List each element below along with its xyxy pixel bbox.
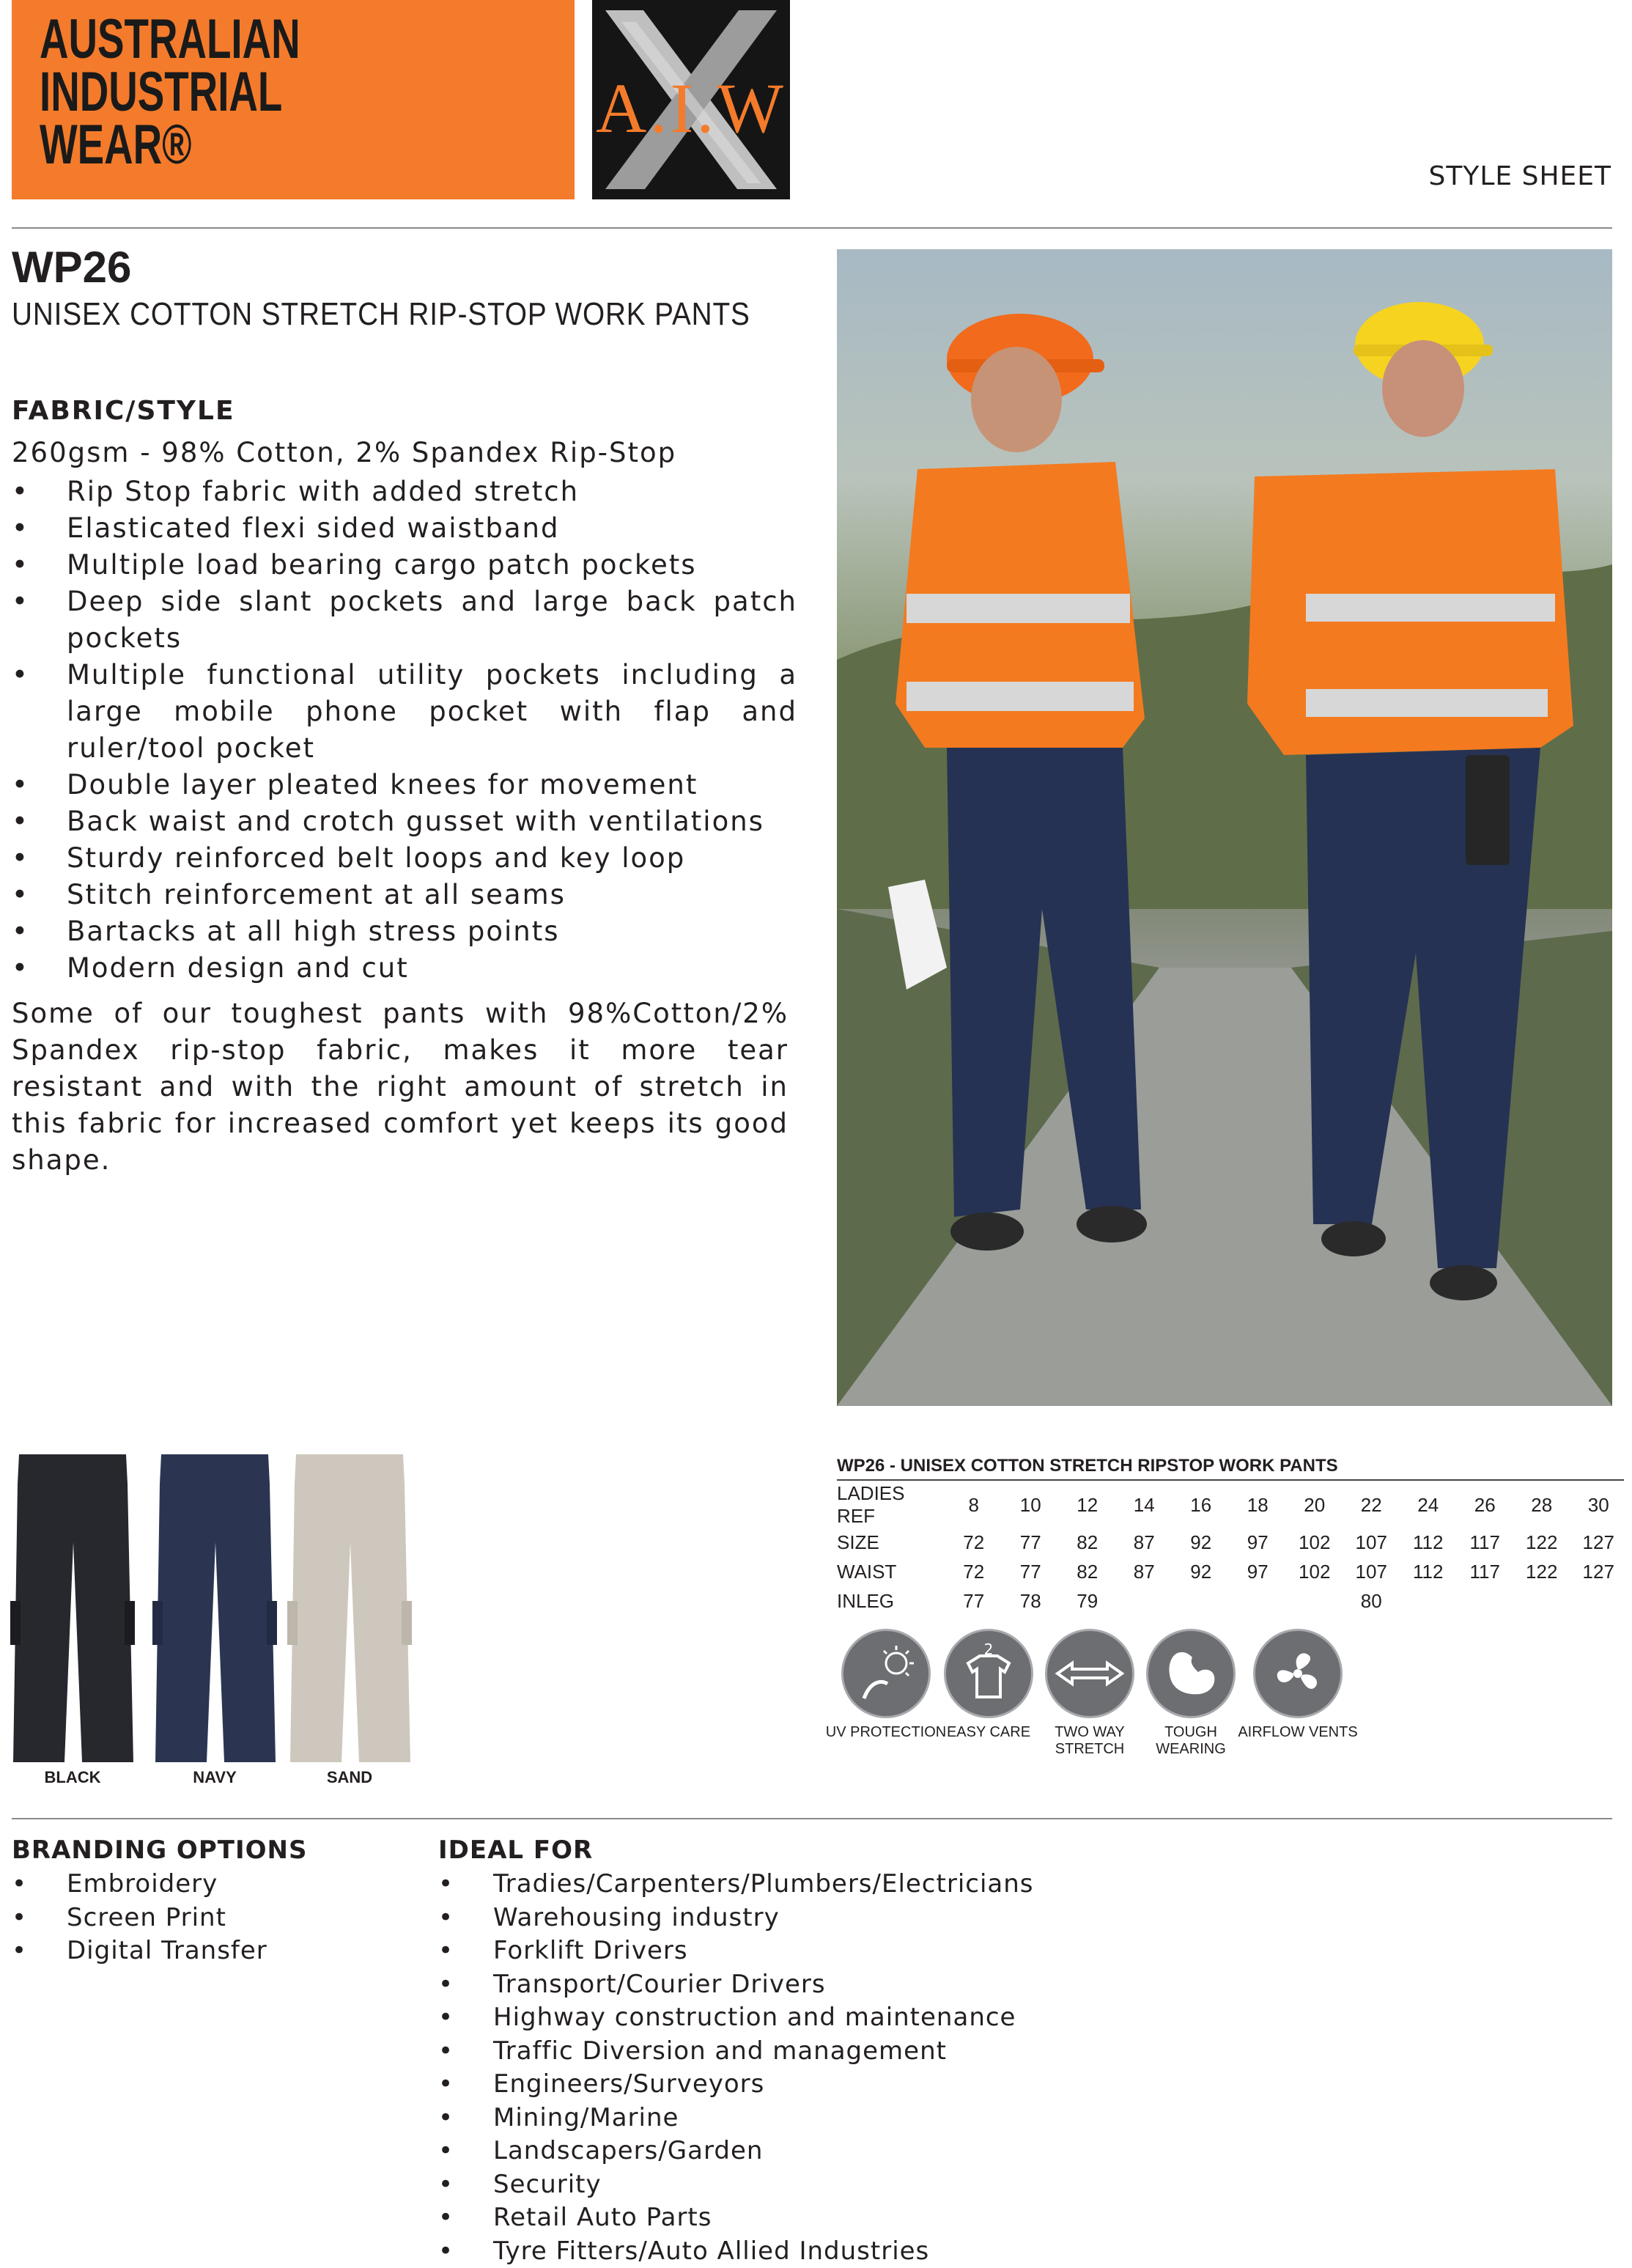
size-cell: 102 — [1286, 1528, 1343, 1557]
size-cell: 72 — [945, 1528, 1003, 1557]
uv-protection-icon — [841, 1629, 931, 1718]
size-cell: 87 — [1116, 1528, 1173, 1557]
size-cell: 20 — [1286, 1482, 1343, 1528]
colour-label: SAND — [287, 1768, 412, 1787]
pants-icon — [287, 1454, 412, 1762]
size-cell — [1400, 1586, 1457, 1616]
size-row-label: LADIES REF — [837, 1482, 945, 1528]
size-cell: 87 — [1116, 1557, 1173, 1586]
list-item: • Embroidery — [12, 1868, 267, 1901]
size-row — [837, 1482, 1627, 1528]
size-row — [837, 1557, 1627, 1586]
size-cell: 72 — [945, 1557, 1003, 1586]
size-row — [837, 1586, 1627, 1616]
size-cell: 117 — [1457, 1557, 1514, 1586]
fabric-description: 260gsm - 98% Cotton, 2% Spandex Rip-Stop — [12, 437, 676, 468]
style-sheet-label: STYLE SHEET — [1429, 161, 1611, 191]
size-cell: 77 — [1003, 1528, 1060, 1557]
size-row-label: SIZE — [837, 1528, 945, 1557]
feature-icon-label: EASY CARE — [926, 1724, 1051, 1741]
list-item: • Tradies/Carpenters/Plumbers/Electricians — [438, 1868, 1034, 1901]
size-cell: 77 — [1003, 1557, 1060, 1586]
size-cell: 82 — [1059, 1557, 1116, 1586]
list-item: • Forklift Drivers — [438, 1934, 1034, 1968]
size-cell: 107 — [1343, 1528, 1400, 1557]
size-cell: 22 — [1343, 1482, 1400, 1528]
pants-icon — [152, 1454, 277, 1762]
divider — [12, 1818, 1612, 1819]
models-illustration — [837, 249, 1612, 1406]
product-blurb: Some of our toughest pants with 98%Cotton/2% Spandex rip-stop fabric, makes it more tear resistant and with the right amount of stretch in this fabric for increased comfort yet keeps its good shape. — [12, 995, 789, 1179]
fabric-heading: FABRIC/STYLE — [12, 396, 235, 426]
feature-icon-label: TWO WAY STRETCH — [1027, 1724, 1152, 1758]
size-cell: 10 — [1003, 1482, 1060, 1528]
list-item: • Screen Print — [12, 1901, 267, 1935]
size-chart-title: WP26 - UNISEX COTTON STRETCH RIPSTOP WORK PANTS — [837, 1456, 1338, 1476]
size-cell — [1570, 1586, 1628, 1616]
feature-item: • Double layer pleated knees for movement — [12, 767, 797, 803]
size-cell: 112 — [1400, 1557, 1457, 1586]
list-item: • Traffic Diversion and management — [438, 2035, 1034, 2069]
size-cell: 97 — [1230, 1528, 1287, 1557]
size-cell: 8 — [945, 1482, 1003, 1528]
list-item: • Highway construction and maintenance — [438, 2001, 1034, 2035]
colour-label: BLACK — [10, 1768, 135, 1787]
list-item: • Tyre Fitters/Auto Allied Industries — [438, 2235, 1034, 2268]
feature-item: • Rip Stop fabric with added stretch — [12, 474, 797, 510]
feature-item: • Multiple functional utility pockets including a large mobile phone pocket with flap and ruler/tool pocket — [12, 657, 797, 767]
colour-swatch-navy — [152, 1454, 277, 1762]
size-cell: 97 — [1230, 1557, 1287, 1586]
list-item: • Retail Auto Parts — [438, 2201, 1034, 2235]
brand-logo — [12, 0, 575, 199]
airflow-vents-icon — [1253, 1629, 1343, 1718]
size-row-label: WAIST — [837, 1557, 945, 1586]
colour-swatch-black — [10, 1454, 135, 1762]
feature-item: • Multiple load bearing cargo patch pockets — [12, 547, 797, 583]
svg-text:2: 2 — [984, 1641, 994, 1658]
feature-item: • Modern design and cut — [12, 950, 797, 987]
size-cell: 12 — [1059, 1482, 1116, 1528]
size-cell: 127 — [1570, 1557, 1628, 1586]
size-cell: 112 — [1400, 1528, 1457, 1557]
size-cell: 77 — [945, 1586, 1003, 1616]
size-cell — [1173, 1586, 1230, 1616]
aiw-x-logo — [592, 0, 790, 199]
list-item: • Digital Transfer — [12, 1934, 267, 1968]
brand-line: WEAR® — [40, 119, 192, 172]
hero-photo — [837, 249, 1612, 1406]
size-row-label: INLEG — [837, 1586, 945, 1616]
feature-item: • Bartacks at all high stress points — [12, 913, 797, 950]
brand-line: INDUSTRIAL — [40, 66, 282, 119]
list-item: • Security — [438, 2168, 1034, 2202]
size-chart-table — [837, 1482, 1627, 1616]
list-item: • Engineers/Surveyors — [438, 2068, 1034, 2102]
logo-text: A.I.W — [592, 67, 790, 149]
size-cell: 122 — [1513, 1528, 1570, 1557]
feature-item: • Elasticated flexi sided waistband — [12, 510, 797, 547]
size-cell: 80 — [1343, 1586, 1400, 1616]
size-cell: 82 — [1059, 1528, 1116, 1557]
size-cell: 24 — [1400, 1482, 1457, 1528]
product-name: UNISEX COTTON STRETCH RIP-STOP WORK PANTS — [12, 296, 750, 333]
size-cell — [1286, 1586, 1343, 1616]
feature-icon-label: AIRFLOW VENTS — [1236, 1724, 1360, 1741]
size-cell: 92 — [1173, 1557, 1230, 1586]
size-cell: 92 — [1173, 1528, 1230, 1557]
size-cell: 16 — [1173, 1482, 1230, 1528]
colour-swatch-sand — [287, 1454, 412, 1762]
list-item: • Landscapers/Garden — [438, 2135, 1034, 2168]
size-cell: 107 — [1343, 1557, 1400, 1586]
feature-icon-label: TOUGH WEARING — [1129, 1724, 1253, 1758]
list-item: • Mining/Marine — [438, 2102, 1034, 2135]
size-cell: 14 — [1116, 1482, 1173, 1528]
size-cell: 78 — [1003, 1586, 1060, 1616]
feature-item: • Deep side slant pockets and large back patch pockets — [12, 583, 797, 657]
list-item: • Transport/Courier Drivers — [438, 1968, 1034, 2002]
size-cell: 102 — [1286, 1557, 1343, 1586]
branding-list — [12, 1868, 267, 1968]
ideal-for-list — [438, 1868, 1034, 2268]
size-cell: 26 — [1457, 1482, 1514, 1528]
size-cell: 122 — [1513, 1557, 1570, 1586]
size-cell — [1116, 1586, 1173, 1616]
size-cell: 79 — [1059, 1586, 1116, 1616]
size-cell — [1513, 1586, 1570, 1616]
feature-item: • Sturdy reinforced belt loops and key loop — [12, 840, 797, 877]
size-cell — [1457, 1586, 1514, 1616]
divider — [12, 227, 1612, 229]
size-cell — [1230, 1586, 1287, 1616]
size-cell: 127 — [1570, 1528, 1628, 1557]
feature-list — [12, 474, 797, 987]
feature-icon-label: UV PROTECTION — [824, 1724, 948, 1741]
size-cell: 30 — [1570, 1482, 1628, 1528]
product-code: WP26 — [12, 242, 131, 292]
list-item: • Warehousing industry — [438, 1901, 1034, 1935]
branding-heading: BRANDING OPTIONS — [12, 1836, 307, 1865]
size-row — [837, 1528, 1627, 1557]
colour-label: NAVY — [152, 1768, 277, 1787]
tough-wearing-icon — [1146, 1629, 1236, 1718]
easy-care-icon — [944, 1629, 1033, 1718]
feature-item: • Stitch reinforcement at all seams — [12, 877, 797, 913]
size-chart-rule — [837, 1479, 1624, 1481]
pants-icon — [10, 1454, 135, 1762]
size-cell: 18 — [1230, 1482, 1287, 1528]
feature-item: • Back waist and crotch gusset with ventilations — [12, 803, 797, 840]
size-cell: 117 — [1457, 1528, 1514, 1557]
size-cell: 28 — [1513, 1482, 1570, 1528]
two-way-stretch-icon — [1045, 1629, 1134, 1718]
brand-line: AUSTRALIAN — [40, 13, 300, 66]
ideal-for-heading: IDEAL FOR — [438, 1836, 593, 1865]
